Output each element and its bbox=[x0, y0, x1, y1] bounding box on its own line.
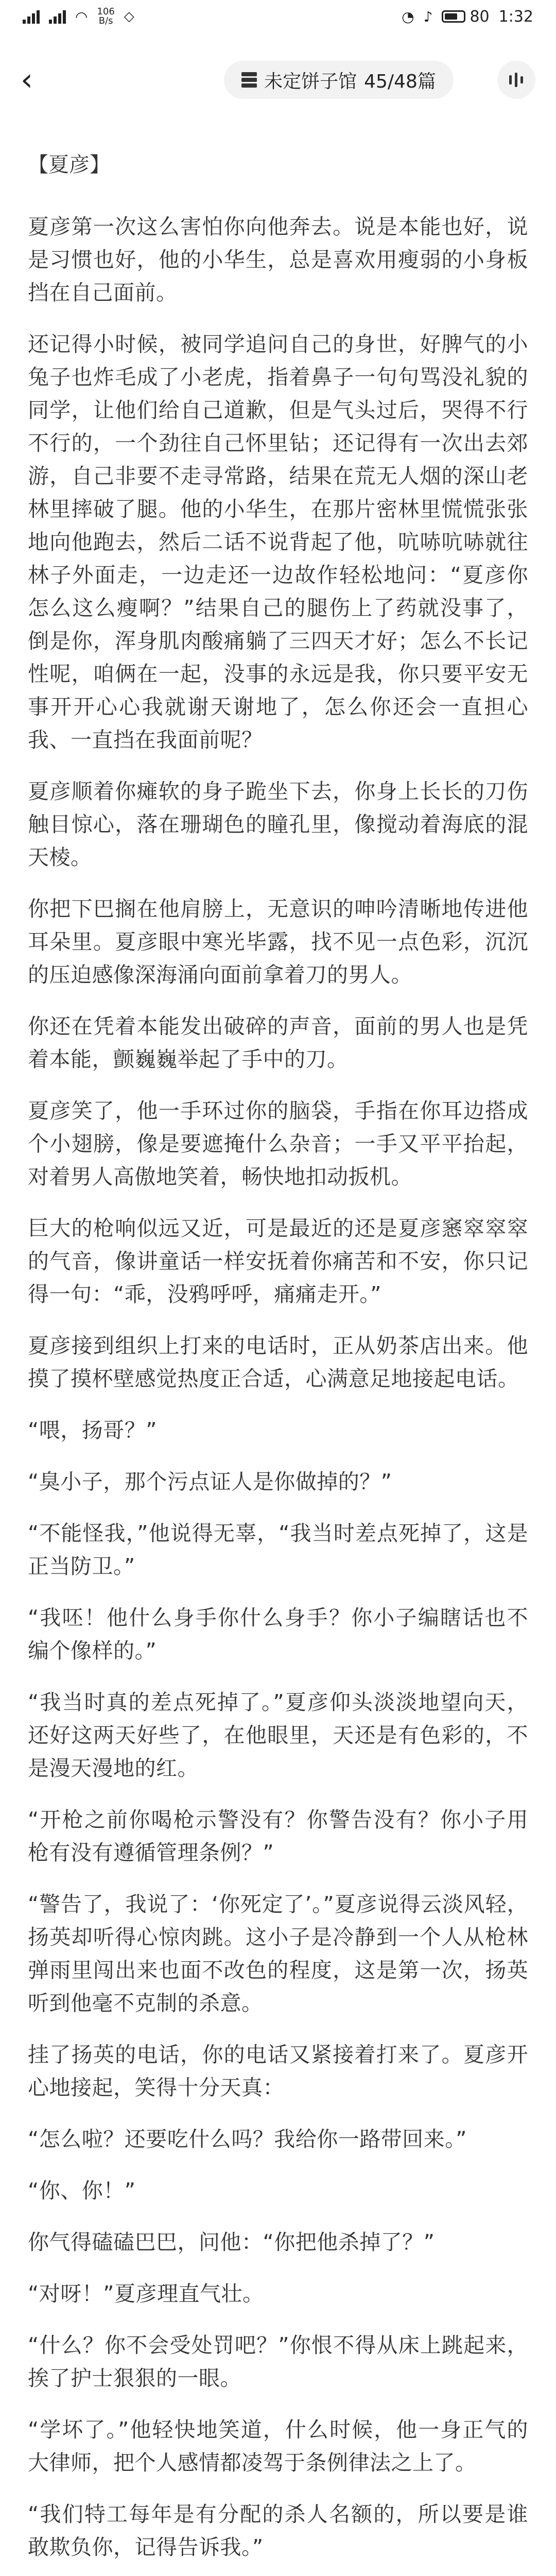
article-paragraph: “开枪之前你喝枪示警没有？你警告没有？你小子用枪有没有遵循管理条例？” bbox=[28, 1807, 528, 1865]
net-speed-value: 106 bbox=[97, 6, 115, 17]
article-paragraph: “你、你！” bbox=[28, 2178, 136, 2203]
net-speed-unit: B/s bbox=[98, 15, 113, 26]
article-paragraph: “我们特工每年是有分配的杀人名额的，所以要是谁敢欺负你，记得告诉我。” bbox=[28, 2502, 528, 2560]
collection-name: 未定饼子馆 bbox=[264, 71, 357, 92]
status-left bbox=[23, 7, 134, 26]
article-paragraph: “什么？你不会受处罚吧？”你恨不得从床上跳起来，挨了护士狠狠的一眼。 bbox=[28, 2333, 528, 2391]
collection-stack-icon bbox=[241, 72, 257, 88]
alarm-icon: ◔ bbox=[402, 8, 414, 25]
clock: 1:32 bbox=[498, 7, 533, 26]
battery-level: 80 bbox=[470, 7, 490, 26]
article-paragraph: “臭小子，那个污点证人是你做掉的？” bbox=[28, 1469, 392, 1494]
article-paragraph: 挂了扬英的电话，你的电话又紧接着打来了。夏彦开心地接起，笑得十分天真： bbox=[28, 2042, 528, 2100]
app-notification-icon: ◇ bbox=[124, 9, 134, 24]
article-paragraph: “我当时真的差点死掉了。”夏彦仰头淡淡地望向天，还好这两天好些了，在他眼里，天还是有色彩的，不是漫天漫地的红。 bbox=[28, 1690, 528, 1781]
article-paragraph: “不能怪我，”他说得无辜，“我当时差点死掉了，这是正当防卫。” bbox=[28, 1521, 528, 1579]
article-paragraph: 巨大的枪响似远又近，可是最近的还是夏彦窸窣窣窣的气音，像讲童话一样安抚着你痛苦和不安，你只记得一句：“乖，没鸦呼呼，痛痛走开。” bbox=[28, 1216, 528, 1307]
wifi-icon: ◠ bbox=[75, 8, 88, 25]
article-paragraph: 夏彦笑了，他一手环过你的脑袋，手指在你耳边搭成个小翅膀，像是要遮掩什么杂音；一手又平平抬起，对着男人高傲地笑着，畅快地扣动扳机。 bbox=[28, 1098, 528, 1189]
status-bar bbox=[0, 0, 556, 33]
collection-progress: 45/48篇 bbox=[364, 71, 436, 92]
article-paragraph: “学坏了。”他轻快地笑道，什么时候，他一身正气的大律师，把个人感情都凌驾于条例律法之上了。 bbox=[28, 2417, 528, 2475]
article-paragraph: “警告了，我说了：‘你死定了’。”夏彦说得云淡风轻，扬英却听得心惊肉跳。这小子是冷静到一个人从枪林弹雨里闯出来也面不改色的程度，这是第一次，扬英听到他毫不克制的杀意。 bbox=[28, 1892, 528, 2015]
back-arrow-icon[interactable]: ‹ bbox=[21, 62, 33, 98]
status-right bbox=[402, 8, 533, 26]
article-paragraph: 你把下巴搁在他肩膀上，无意识的呻吟清晰地传进他耳朵里。夏彦眼中寒光毕露，找不见一点色彩，沉沉的压迫感像深海涌向面前拿着刀的男人。 bbox=[28, 896, 528, 987]
battery-indicator bbox=[442, 8, 489, 26]
article-paragraph: 夏彦第一次这么害怕你向他奔去。说是本能也好，说是习惯也好，他的小华生，总是喜欢用瘦弱的小身板挡在自己面前。 bbox=[28, 214, 528, 305]
article-paragraph: “对呀！”夏彦理直气壮。 bbox=[28, 2281, 264, 2306]
article-title: 【夏彦】 bbox=[28, 153, 110, 177]
collection-pill[interactable] bbox=[224, 61, 454, 99]
signal-icon bbox=[23, 9, 40, 24]
audio-bars-icon[interactable] bbox=[497, 61, 535, 99]
article-paragraph: 还记得小时候，被同学追问自己的身世，好脾气的小兔子也炸毛成了小老虎，指着鼻子一句句骂没礼貌的同学，让他们给自己道歉，但是气头过后，哭得不行不行的，一个劲往自己怀里钻；还记得有一次出去郊游，自己非要不走寻常路，结果在荒无人烟的深山老林里摔破了腿。他的小华生，在那片密林里慌慌张张地向他跑去，然后二话不说背起了他，吭哧吭哧就往林子外面走，一边走还一边故作轻松地问：“夏彦你怎么这么瘦啊？”结果自己的腿伤上了药就没事了，倒是你，浑身肌肉酸痛躺了三四天才好；怎么不长记性呢，咱俩在一起，没事的永远是我，你只要平安无事开开心心我就谢天谢地了，怎么你还会一直担心我、一直挡在我面前呢？ bbox=[28, 332, 528, 752]
article-body bbox=[28, 149, 528, 2576]
article-paragraph: “怎么啦？还要吃什么吗？我给你一路带回来。” bbox=[28, 2127, 467, 2151]
mute-icon: ♪ bbox=[423, 8, 433, 25]
article-paragraph: 你还在凭着本能发出破碎的声音，面前的男人也是凭着本能，颤巍巍举起了手中的刀。 bbox=[28, 1014, 528, 1072]
article-paragraph: “我呸！他什么身手你什么身手？你小子编瞎话也不编个像样的。” bbox=[28, 1605, 528, 1663]
article-paragraph: 夏彦接到组织上打来的电话时，正从奶茶店出来。他摸了摸杯壁感觉热度正合适，心满意足地接起电话。 bbox=[28, 1333, 528, 1391]
article-paragraph: 夏彦顺着你瘫软的身子跪坐下去，你身上长长的刀伤触目惊心，落在珊瑚色的瞳孔里，像搅动着海底的混天棱。 bbox=[28, 779, 528, 870]
article-paragraph: “喂，扬哥？” bbox=[28, 1418, 157, 1443]
net-speed bbox=[97, 7, 114, 26]
battery-icon bbox=[442, 10, 465, 23]
article-paragraph: 你气得磕磕巴巴，问他：“你把他杀掉了？” bbox=[28, 2230, 435, 2255]
signal-icon-2 bbox=[49, 9, 66, 24]
top-nav-bar bbox=[0, 52, 556, 108]
